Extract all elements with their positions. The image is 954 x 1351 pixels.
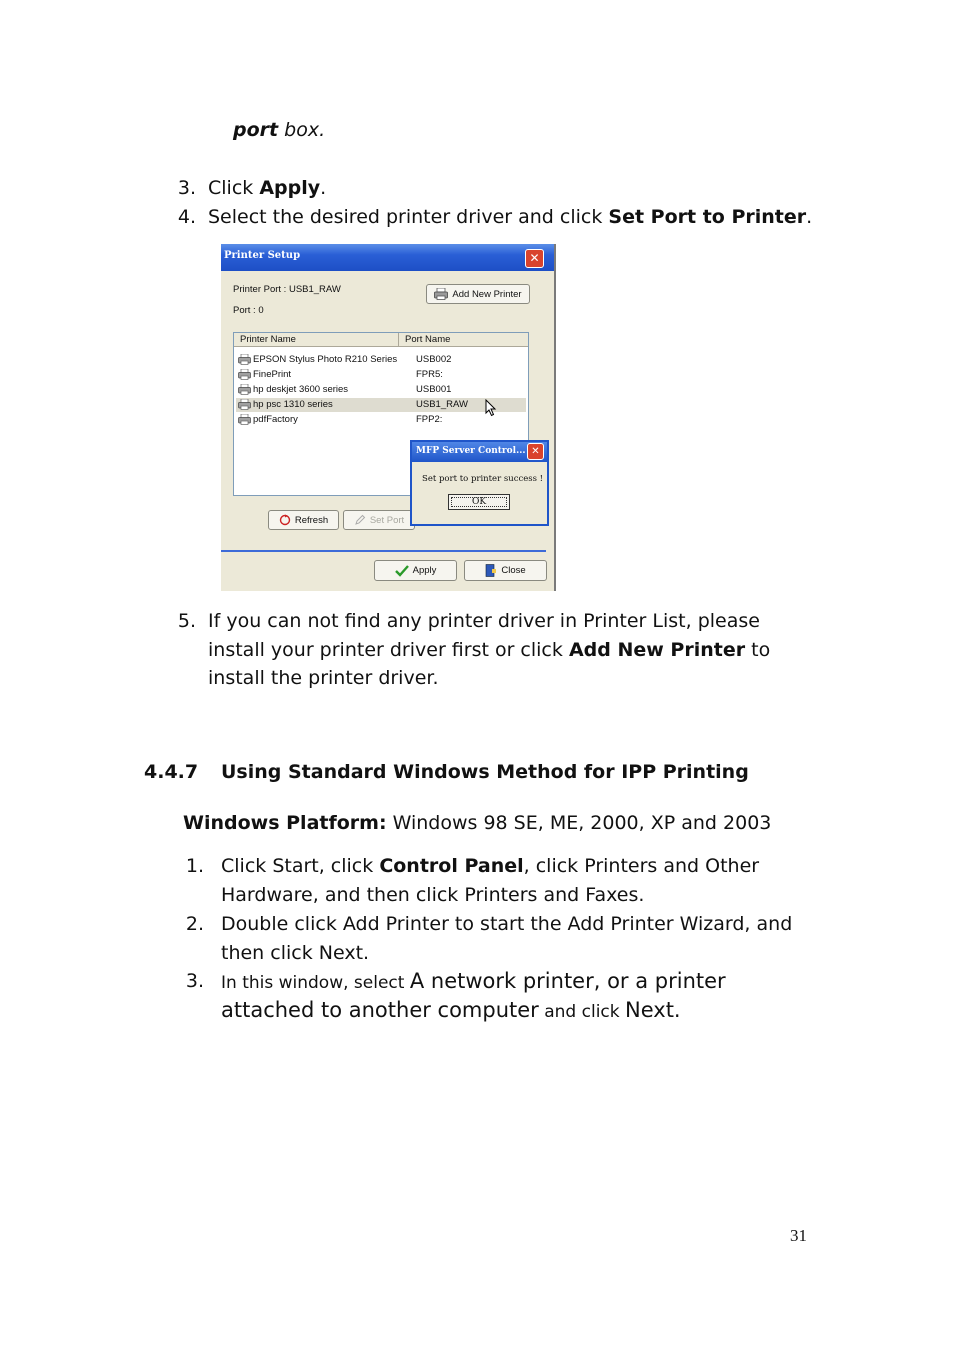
close-button[interactable]: Close: [464, 560, 547, 581]
add-new-printer-button[interactable]: Add New Printer: [426, 284, 530, 304]
message-box: [410, 440, 549, 526]
step-number: 3.: [177, 177, 196, 199]
step-text: Click Apply.: [208, 177, 327, 199]
section-title: Using Standard Windows Method for IPP Printing: [221, 761, 749, 783]
printer-name: hp deskjet 3600 series: [253, 384, 349, 395]
printer-name: EPSON Stylus Photo R210 Series: [253, 354, 398, 365]
pencil-icon: [354, 514, 366, 526]
message-text: Set port to printer success !: [422, 474, 544, 484]
step-text: Hardware, and then click Printers and Faxes.: [221, 884, 645, 906]
printer-icon: [238, 384, 251, 395]
close-icon[interactable]: ✕: [525, 249, 544, 268]
printer-row[interactable]: [236, 383, 526, 397]
port-name: FPR5:: [416, 369, 443, 380]
step-text: In this window, select A network printer, or a printer: [221, 969, 726, 993]
intro-text: port box.: [233, 119, 326, 141]
port-name: FPP2:: [416, 414, 443, 425]
set-port-button[interactable]: Set Port: [343, 510, 415, 530]
printer-row[interactable]: [236, 413, 526, 427]
port-name: USB001: [416, 384, 452, 395]
step-text: then click Next.: [221, 942, 370, 964]
mouse-cursor-icon: [485, 399, 497, 417]
step-number: 5.: [177, 610, 196, 632]
platform-line: Windows Platform: Windows 98 SE, ME, 2000, XP and 2003: [183, 812, 772, 834]
printer-icon: [238, 369, 251, 380]
step-text: attached to another computer and click Next.: [221, 998, 681, 1022]
step-text: Select the desired printer driver and click Set Port to Printer.: [208, 206, 813, 228]
step-text: install your printer driver first or click Add New Printer to: [208, 639, 771, 661]
column-port-name[interactable]: Port Name: [405, 334, 451, 345]
ok-button[interactable]: OK: [448, 494, 510, 510]
door-icon: [485, 564, 497, 577]
step-number: 4.: [177, 206, 196, 228]
step-number: 2.: [185, 913, 204, 935]
refresh-button[interactable]: Refresh: [268, 510, 339, 530]
port-name: USB002: [416, 354, 452, 365]
printer-name: pdfFactory: [253, 414, 298, 425]
step-text: If you can not find any printer driver in Printer List, please: [208, 610, 760, 632]
port-name: USB1_RAW: [416, 399, 468, 410]
step-number: 3.: [185, 970, 204, 992]
step-number: 1.: [185, 855, 204, 877]
step-text: Double click Add Printer to start the Add Printer Wizard, and: [221, 913, 793, 935]
printer-row[interactable]: [236, 398, 526, 412]
close-icon[interactable]: ✕: [527, 443, 544, 460]
dialog-titlebar: [221, 244, 554, 271]
printer-row[interactable]: [236, 353, 526, 367]
printer-port-label: Printer Port : USB1_RAW: [233, 284, 341, 295]
step-text: install the printer driver.: [208, 667, 439, 689]
refresh-icon: [279, 514, 291, 526]
divider: [221, 550, 546, 552]
page-number: 31: [790, 1226, 807, 1245]
list-header: [234, 333, 528, 347]
printer-name: hp psc 1310 series: [253, 399, 333, 410]
step-text: Click Start, click Control Panel, click Printers and Other: [221, 855, 760, 877]
dialog-title: Printer Setup: [224, 250, 301, 261]
printer-setup-screenshot: [221, 244, 556, 591]
printer-icon: [238, 399, 251, 410]
apply-button[interactable]: Apply: [374, 560, 457, 581]
printer-icon: [238, 414, 251, 425]
printer-icon: [238, 354, 251, 365]
figure-border: [554, 244, 556, 591]
message-box-title: MFP Server Control...: [416, 446, 526, 456]
printer-name: FinePrint: [253, 369, 292, 380]
section-number: 4.4.7: [144, 761, 199, 783]
port-label: Port : 0: [233, 305, 264, 316]
column-printer-name[interactable]: Printer Name: [234, 333, 399, 347]
message-box-titlebar: [412, 442, 547, 462]
printer-icon: [434, 288, 448, 300]
checkmark-icon: [395, 565, 409, 577]
printer-row[interactable]: [236, 368, 526, 382]
